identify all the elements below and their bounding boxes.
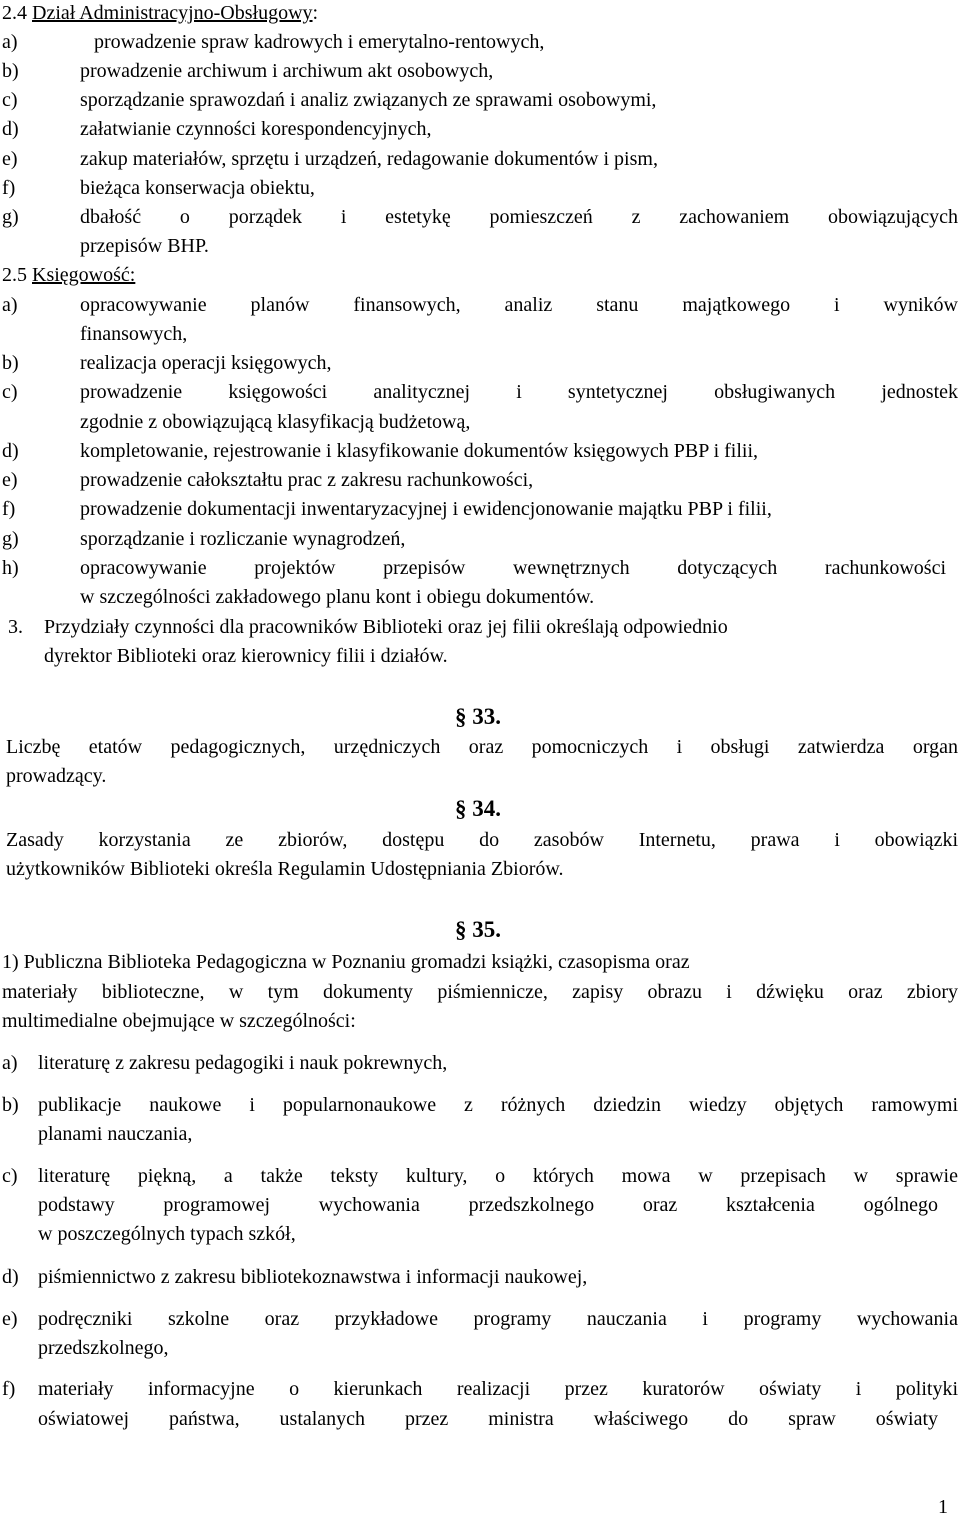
page-number: 1 <box>938 1496 948 1518</box>
list-item: sporządzanie sprawozdań i analiz związanych ze sprawami osobowymi, <box>80 89 657 111</box>
point-label: 3. <box>8 616 23 638</box>
list-label: f) <box>2 1378 16 1400</box>
list-label: d) <box>2 440 19 462</box>
list-item: załatwianie czynności korespondencyjnych, <box>80 118 432 140</box>
paragraph-text-line: Zasady korzystania ze zbiorów, dostępu do zasobów Internetu, prawa i obowiązki <box>6 829 958 851</box>
list-item: prowadzenie spraw kadrowych i emerytalno-rentowych, <box>94 31 545 53</box>
list-item-line: w poszczególnych typach szkół, <box>38 1223 296 1245</box>
list-label: g) <box>2 206 19 228</box>
list-item-line: przepisów BHP. <box>80 235 209 257</box>
point-text-line: Przydziały czynności dla pracowników Biblioteki oraz jej filii określają odpowiednio <box>44 616 728 638</box>
list-label: a) <box>2 294 18 316</box>
paragraph-heading-35: § 35. <box>455 917 501 942</box>
paragraph-heading-33: § 33. <box>455 704 501 729</box>
list-label: f) <box>2 498 16 520</box>
list-label: e) <box>2 1308 18 1330</box>
list-item: prowadzenie archiwum i archiwum akt osobowych, <box>80 60 494 82</box>
list-item: kompletowanie, rejestrowanie i klasyfikowanie dokumentów księgowych PBP i filii, <box>80 440 759 462</box>
list-item: realizacja operacji księgowych, <box>80 352 332 374</box>
section-colon: : <box>312 2 319 24</box>
section-number: 2.5 <box>2 264 27 286</box>
paragraph-heading-34: § 34. <box>455 796 501 821</box>
paragraph-text-line: użytkowników Biblioteki określa Regulamin Udostępniania Zbiorów. <box>6 858 564 880</box>
list-item-line: planami nauczania, <box>38 1123 193 1145</box>
list-label: d) <box>2 118 19 140</box>
section-number: 2.4 <box>2 2 27 24</box>
section-2-4-heading <box>2 2 318 24</box>
list-label: b) <box>2 352 19 374</box>
list-item: prowadzenie całokształtu prac z zakresu rachunkowości, <box>80 469 534 491</box>
list-label: d) <box>2 1266 19 1288</box>
list-label: h) <box>2 557 19 579</box>
list-label: e) <box>2 469 18 491</box>
list-label: a) <box>2 31 18 53</box>
list-item-line: w szczególności zakładowego planu kont i obiegu dokumentów. <box>80 586 595 608</box>
list-label: c) <box>2 381 18 403</box>
section-title: Dział Administracyjno-Obsługowy <box>32 2 313 24</box>
section-title: Księgowość: <box>32 264 136 286</box>
list-item-line: finansowych, <box>80 323 188 345</box>
list-item-line: prowadzenie księgowości analitycznej i syntetycznej obsługiwanych jednostek <box>80 381 958 403</box>
list-item: piśmiennictwo z zakresu bibliotekoznawstwa i informacji naukowej, <box>38 1266 588 1288</box>
list-label: c) <box>2 1165 18 1187</box>
list-label: e) <box>2 148 18 170</box>
list-item-line: literaturę piękną, a także teksty kultury, o których mowa w przepisach w sprawie <box>38 1165 958 1187</box>
list-item-line: oświatowej państwa, ustalanych przez ministra właściwego do spraw oświaty <box>38 1408 938 1430</box>
list-item-line: przedszkolnego, <box>38 1337 169 1359</box>
list-label: b) <box>2 1094 19 1116</box>
list-label: c) <box>2 89 18 111</box>
list-label: a) <box>2 1052 18 1074</box>
list-item-line: podręczniki szkolne oraz przykładowe programy nauczania i programy wychowania <box>38 1308 958 1330</box>
section-2-5-heading <box>2 264 135 286</box>
paragraph-text-line: multimedialne obejmujące w szczególności: <box>2 1010 356 1032</box>
list-item-line: opracowywanie planów finansowych, analiz stanu majątkowego i wyników <box>80 294 958 316</box>
list-item: literaturę z zakresu pedagogiki i nauk pokrewnych, <box>38 1052 448 1074</box>
list-item-line: zgodnie z obowiązującą klasyfikacją budżetową, <box>80 411 471 433</box>
point-text-line: dyrektor Biblioteki oraz kierownicy filii i działów. <box>44 645 448 667</box>
list-label: f) <box>2 177 16 199</box>
list-item: sporządzanie i rozliczanie wynagrodzeń, <box>80 528 406 550</box>
list-label: g) <box>2 528 19 550</box>
paragraph-text-line: materiały biblioteczne, w tym dokumenty piśmiennicze, zapisy obrazu i dźwięku oraz zbiory <box>2 981 958 1003</box>
list-item: bieżąca konserwacja obiektu, <box>80 177 315 199</box>
paragraph-text-line: prowadzący. <box>6 765 107 787</box>
list-item: prowadzenie dokumentacji inwentaryzacyjnej i ewidencjonowanie majątku PBP i filii, <box>80 498 772 520</box>
list-item-line: materiały informacyjne o kierunkach realizacji przez kuratorów oświaty i polityki <box>38 1378 958 1400</box>
paragraph-text-line: 1) Publiczna Biblioteka Pedagogiczna w Poznaniu gromadzi książki, czasopisma oraz <box>2 951 690 973</box>
list-item-line: opracowywanie projektów przepisów wewnętrznych dotyczących rachunkowości <box>80 557 946 579</box>
list-item-line: podstawy programowej wychowania przedszkolnego oraz kształcenia ogólnego <box>38 1194 938 1216</box>
list-label: b) <box>2 60 19 82</box>
list-item: zakup materiałów, sprzętu i urządzeń, redagowanie dokumentów i pism, <box>80 148 658 170</box>
list-item-line: publikacje naukowe i popularnonaukowe z różnych dziedzin wiedzy objętych ramowymi <box>38 1094 958 1116</box>
paragraph-text-line: Liczbę etatów pedagogicznych, urzędniczych oraz pomocniczych i obsługi zatwierdza organ <box>6 736 958 758</box>
list-item-line: dbałość o porządek i estetykę pomieszczeń z zachowaniem obowiązujących <box>80 206 958 228</box>
